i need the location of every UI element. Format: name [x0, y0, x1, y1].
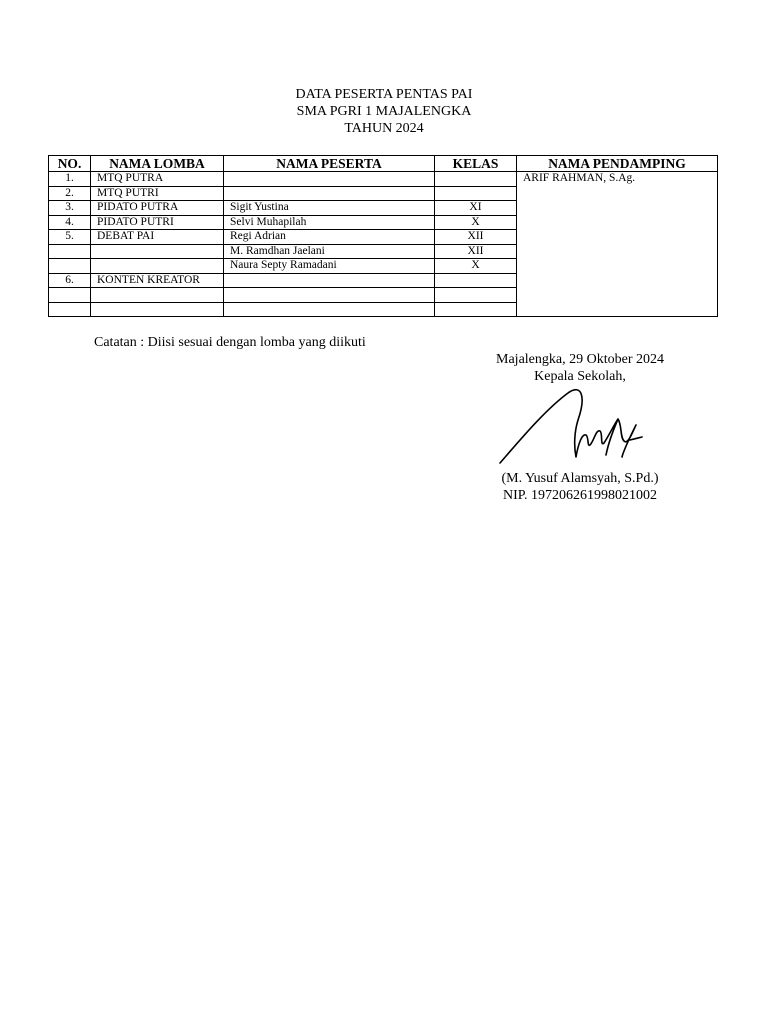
cell-lomba: MTQ PUTRI	[91, 186, 224, 201]
cell-peserta	[224, 288, 435, 303]
cell-kelas	[435, 186, 517, 201]
cell-kelas	[435, 172, 517, 187]
header-no: NO.	[49, 156, 91, 172]
signer-role: Kepala Sekolah,	[534, 369, 626, 384]
cell-peserta: Sigit Yustina	[224, 201, 435, 216]
signer-name: (M. Yusuf Alamsyah, S.Pd.)	[501, 471, 659, 486]
signer-nip: NIP. 197206261998021002	[502, 488, 657, 503]
participants-table	[48, 155, 718, 317]
cell-lomba: DEBAT PAI	[91, 230, 224, 245]
cell-no	[49, 244, 91, 259]
table-header-row	[49, 156, 718, 172]
document-title	[0, 86, 768, 137]
cell-kelas: X	[435, 259, 517, 274]
cell-no	[49, 259, 91, 274]
cell-no: 1.	[49, 172, 91, 187]
cell-kelas	[435, 273, 517, 288]
place-date: Majalengka, 29 Oktober 2024	[496, 352, 664, 367]
catatan-note: Catatan : Diisi sesuai dengan lomba yang diikuti	[94, 335, 366, 350]
cell-kelas	[435, 288, 517, 303]
cell-lomba: MTQ PUTRA	[91, 172, 224, 187]
title-line-3: TAHUN 2024	[344, 121, 424, 136]
cell-pendamping: ARIF RAHMAN, S.Ag.	[517, 172, 718, 317]
cell-lomba	[91, 288, 224, 303]
cell-peserta: M. Ramdhan Jaelani	[224, 244, 435, 259]
cell-lomba	[91, 244, 224, 259]
cell-kelas	[435, 302, 517, 317]
cell-kelas: XII	[435, 230, 517, 245]
cell-peserta	[224, 186, 435, 201]
cell-peserta	[224, 273, 435, 288]
cell-lomba: KONTEN KREATOR	[91, 273, 224, 288]
cell-kelas: XII	[435, 244, 517, 259]
title-line-2: SMA PGRI 1 MAJALENGKA	[296, 104, 472, 119]
cell-lomba	[91, 259, 224, 274]
cell-no: 5.	[49, 230, 91, 245]
cell-lomba: PIDATO PUTRI	[91, 215, 224, 230]
cell-lomba	[91, 302, 224, 317]
cell-no	[49, 288, 91, 303]
cell-peserta: Selvi Muhapilah	[224, 215, 435, 230]
cell-kelas: XI	[435, 201, 517, 216]
signer-info	[460, 470, 700, 504]
cell-no	[49, 302, 91, 317]
signature-header	[460, 351, 700, 385]
cell-lomba: PIDATO PUTRA	[91, 201, 224, 216]
title-line-1: DATA PESERTA PENTAS PAI	[295, 87, 473, 102]
header-kelas: KELAS	[435, 156, 517, 172]
cell-no: 3.	[49, 201, 91, 216]
cell-peserta: Regi Adrian	[224, 230, 435, 245]
cell-no: 4.	[49, 215, 91, 230]
cell-peserta	[224, 302, 435, 317]
cell-peserta	[224, 172, 435, 187]
cell-kelas: X	[435, 215, 517, 230]
header-nama-lomba: NAMA LOMBA	[91, 156, 224, 172]
handwritten-signature	[490, 385, 650, 470]
header-nama-pendamping: NAMA PENDAMPING	[517, 156, 718, 172]
cell-no: 6.	[49, 273, 91, 288]
table-row	[49, 172, 718, 187]
cell-no: 2.	[49, 186, 91, 201]
header-nama-peserta: NAMA PESERTA	[224, 156, 435, 172]
cell-peserta: Naura Septy Ramadani	[224, 259, 435, 274]
